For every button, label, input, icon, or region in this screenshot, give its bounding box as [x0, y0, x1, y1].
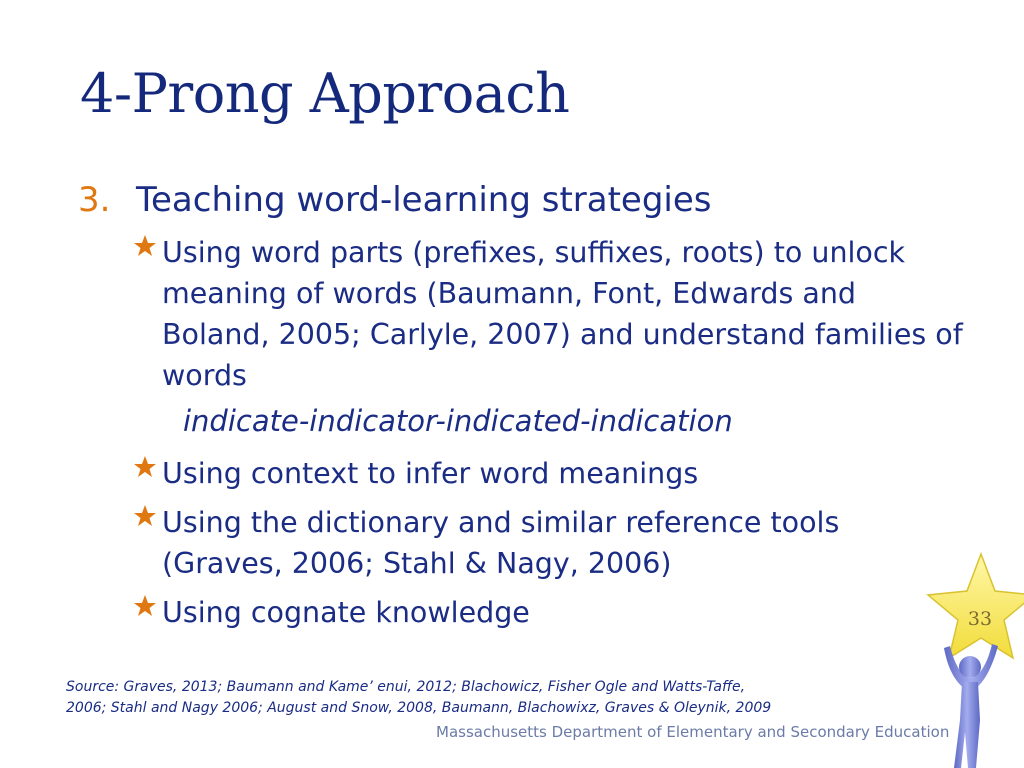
star-bullet-icon	[133, 504, 157, 528]
star-bullet-icon	[133, 455, 157, 479]
bullet-item-word-parts	[133, 232, 963, 396]
main-item-text: Teaching word-learning strategies	[136, 180, 712, 220]
main-list-item	[78, 180, 712, 220]
example-word-family: indicate-indicator-indicated-indication	[183, 404, 733, 438]
bullet-text: Using the dictionary and similar reference tools (Graves, 2006; Stahl & Nagy, 2006)	[162, 506, 840, 580]
bullet-item-context	[133, 453, 963, 494]
bullet-text: Using context to infer word meanings	[162, 457, 699, 490]
star-bullet-icon	[133, 234, 157, 258]
bullet-item-dictionary	[133, 502, 963, 584]
footer-organization: Massachusetts Department of Elementary and Secondary Education	[436, 723, 950, 741]
star-person-icon	[918, 550, 1024, 768]
star-bullet-icon	[133, 594, 157, 618]
bullet-text: Using cognate knowledge	[162, 596, 530, 629]
source-citation: Source: Graves, 2013; Baumann and Kame’ enui, 2012; Blachowicz, Fisher Ogle and Watts-Taffe, 2006; Stahl and Nagy 2006; August and Snow, 2008, Baumann, Blachowixz, Graves & Oleynik, 2009	[66, 679, 772, 716]
bullet-item-cognate	[133, 592, 963, 633]
bullet-text: Using word parts (prefixes, suffixes, roots) to unlock meaning of words (Baumann, Font, Edwards and Boland, 2005; Carlyle, 2007) and understand families of words	[162, 236, 963, 392]
page-number: 33	[967, 608, 993, 630]
list-number: 3.	[78, 180, 111, 220]
slide-title: 4-Prong Approach	[80, 62, 570, 125]
